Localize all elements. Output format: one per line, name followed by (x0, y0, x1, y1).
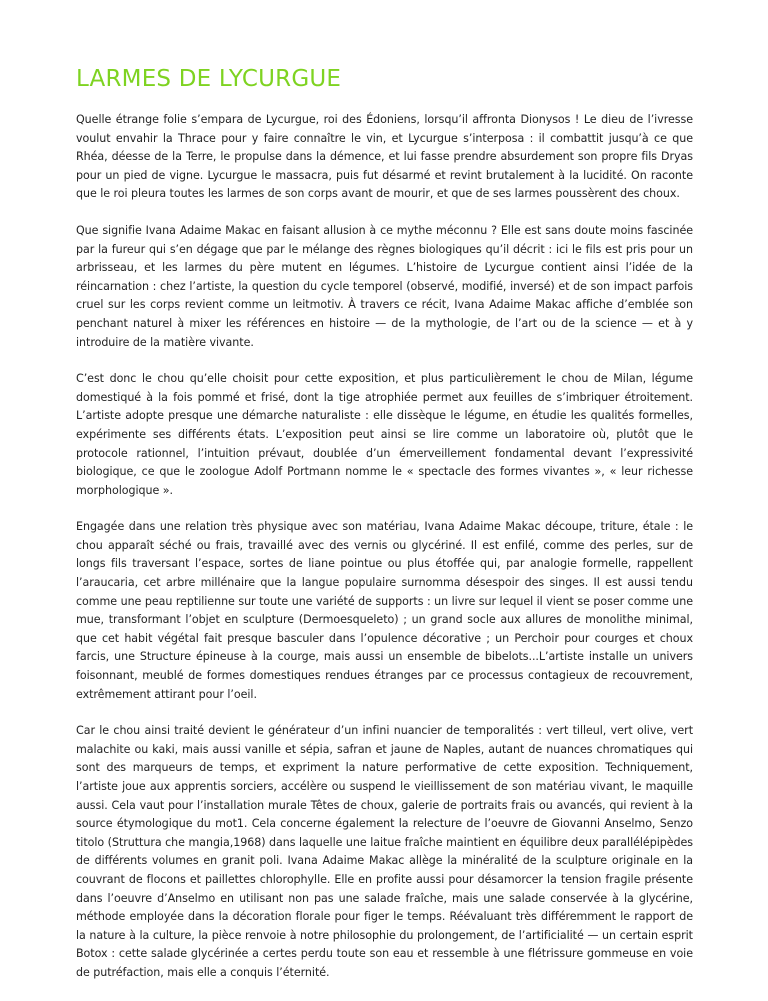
paragraph-artist-intent: Que signifie Ivana Adaime Makac en faisant allusion à ce mythe méconnu ? Elle est sans doute moins fascinée par la fureur qui s’en dégage que par le mélange des règnes biologiques qu’il décrit : ici le fils est pris pour un arbrisseau, et les larmes du père mutent en légumes. L’histoire de Lycurgue contient ainsi l’idée de la réincarnation : chez l’artiste, la question du cycle temporel (observé, modifié, inversé) et de son impact parfois cruel sur les corps revient comme un leitmotiv. À travers ce récit, Ivana Adaime Makac affiche d’emblée son penchant naturel à mixer les références en histoire — de la mythologie, de l’art ou de la science — et à y introduire de la matière vivante. (76, 223, 693, 349)
document-page (76, 64, 693, 1001)
paragraph-temporalities: Car le chou ainsi traité devient le générateur d’un infini nuancier de temporalités : vert tilleul, vert olive, vert malachite ou kaki, mais aussi vanille et sépia, safran et jaune de Naples, autant de nuances chromatiques qui sont des marqueurs de temps, et expriment la nature performative de cette exposition. Techniquement, l’artiste joue aux apprentis sorciers, accélère ou suspend le vieillissement de son matériau vivant, le maquille aussi. Cela vaut pour l’installation murale Têtes de choux, galerie de portraits frais ou avancés, qui revient à la source étymologique du mot1. Cela concerne également la relecture de l’oeuvre de Giovanni Anselmo, Senzo titolo (Struttura che mangia,1968) dans laquelle une laitue fraîche maintient en équilibre deux parallélépipèdes de différents volumes en granit poli. Ivana Adaime Makac allège la minéralité de la sculpture originale en la couvrant de flocons et paillettes chlorophylle. Elle en profite aussi pour désamorcer la tension fragile présente dans l’oeuvre d’Anselmo en utilisant non pas une salade fraîche, mais une salade conservée à la glycérine, méthode employée dans la décoration florale pour figer le temps. Réévaluant très différemment le rapport de la nature à la culture, la pièce renvoie à notre philosophie du prolongement, de l’artificialité — un certain esprit Botox : cette salade glycérinée a certes perdu toute son eau et ressemble à une flétrissure gommeuse en voie de putréfaction, mais elle a conquis l’éternité. (76, 724, 693, 979)
paragraph-lycurgue-myth: Quelle étrange folie s’empara de Lycurgue, roi des Édoniens, lorsqu’il affronta Dionysos ! Le dieu de l’ivresse voulut envahir la Thrace pour y faire connaître le vin, et Lycurgue s’interposa : il combattit jusqu’à ce que Rhéa, déesse de la Terre, le propulse dans la démence, et lui fasse prendre absurdement son propre fils Dryas pour un pied de vigne. Lycurgue le massacra, puis fut désarmé et revint brutalement à la lucidité. On raconte que le roi pleura toutes les larmes de son corps avant de mourir, et que de ses larmes poussèrent des choux. (76, 113, 693, 201)
paragraph-cabbage-choice: C’est donc le chou qu’elle choisit pour cette exposition, et plus particulièrement le chou de Milan, légume domestiqué à la fois pommé et frisé, dont la tige atrophiée permet aux feuilles de s’imbriquer étroitement. L’artiste adopte presque une démarche naturaliste : elle dissèque le légume, en étudie les qualités formelles, expérimente ses différents états. L’exposition peut ainsi se lire comme un laboratoire où, plutôt que le protocole rationnel, l’intuition prévaut, doublée d’un émerveillement fondamental devant l’expressivité biologique, ce que le zoologue Adolf Portmann nomme le « spectacle des formes vivantes », « leur richesse morphologique ». (76, 372, 693, 497)
document-title: LARMES DE LYCURGUE (76, 66, 342, 92)
paragraph-material-relation: Engagée dans une relation très physique avec son matériau, Ivana Adaime Makac découpe, triture, étale : le chou apparaît séché ou frais, travaillé avec des vernis ou glycériné. Il est enfilé, comme des perles, sur de longs fils traversant l’espace, sortes de liane pointue ou plus étoffée qui, par analogie formelle, rappellent l’araucaria, cet arbre millénaire que la langue populaire surnomma désespoir des singes. Il est aussi tendu comme une peau reptilienne sur toute une variété de supports : un livre sur lequel il vient se poser comme une mue, transformant l’objet en sculpture (Dermoesqueleto) ; un grand socle aux allures de monolithe minimal, que cet habit végétal fait presque basculer dans l’opulence décorative ; un Perchoir pour courges et choux farcis, une Structure épineuse à la courge, mais aussi un ensemble de bibelots...L’artiste installe un univers foisonnant, meublé de formes domestiques rendues étranges par ce processus contagieux de recouvrement, extrêmement attirant pour l’oeil. (76, 520, 693, 701)
